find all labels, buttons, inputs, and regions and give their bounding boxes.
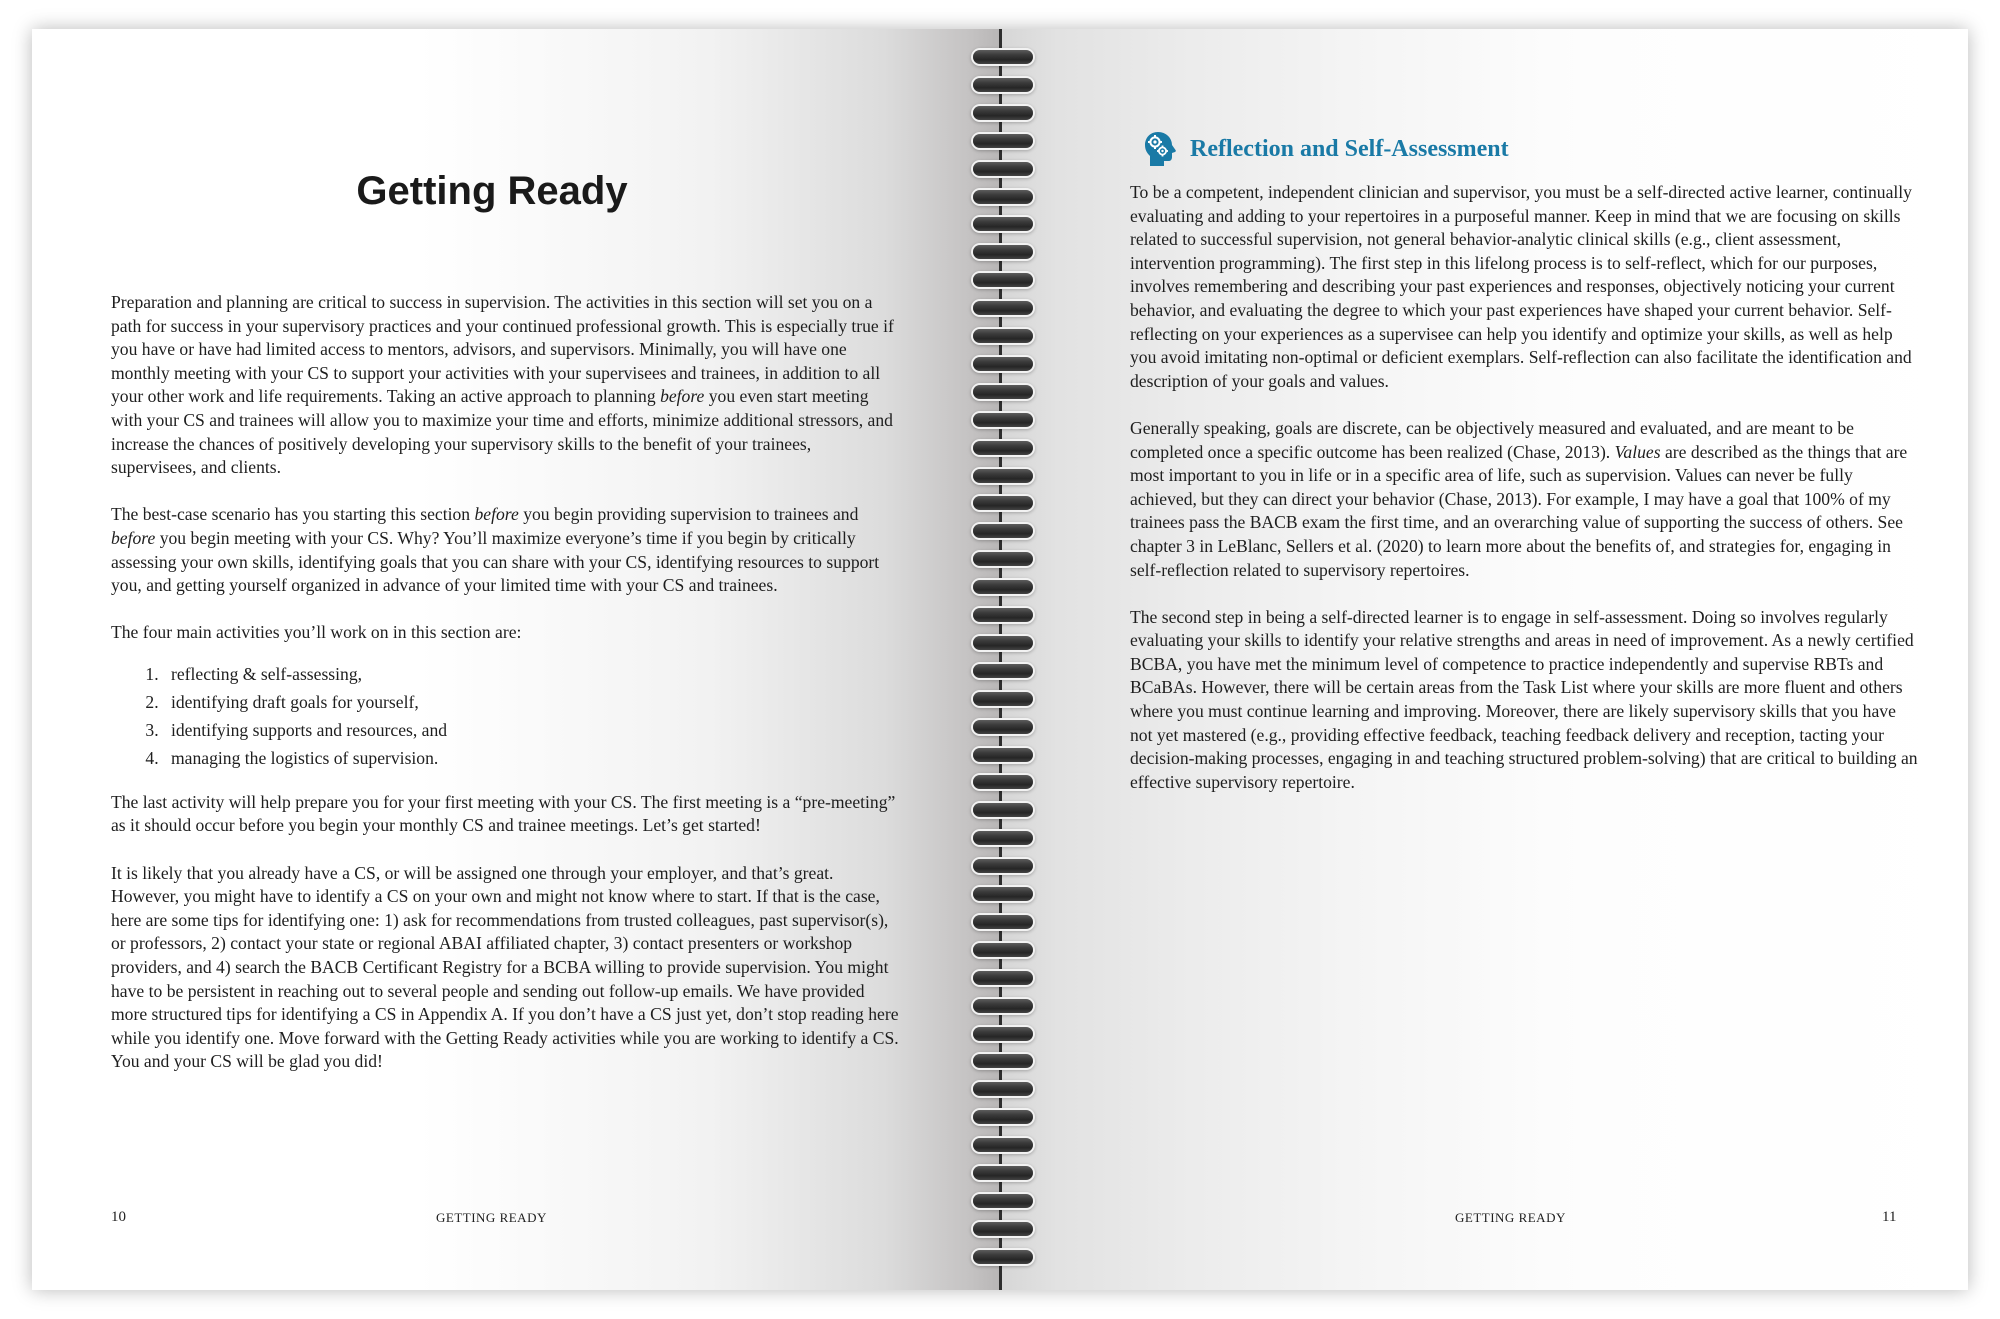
activities-list [111, 663, 901, 771]
head-gears-icon [1144, 131, 1178, 167]
binding-ring [973, 1082, 1033, 1096]
binding-ring [973, 775, 1033, 789]
paragraph: Generally speaking, goals are discrete, can be objectively measured and evaluated, and are meant to be completed once a specific outcome has been realized (Chase, 2013). Values are described as the things that are most important to you in life or in a specific area of life, such as supervision. Values can never be fully achieved, but they can direct your behavior (Chase, 2013). For example, I may have a goal that 100% of my trainees pass the BACB exam the first time, and an overarching value of supporting the success of others. See chapter 3 in LeBlanc, Sellers et al. (2020) to learn more about the benefits of, and strategies for, engaging in self-reflection related to supervisory repertoires. [1130, 417, 1908, 580]
binding-ring [973, 301, 1033, 315]
binding-ring [973, 971, 1033, 985]
binding-ring [973, 190, 1033, 204]
binding-ring [973, 720, 1033, 734]
binding-ring [973, 78, 1033, 92]
list-item: 4. managing the logistics of supervision. [163, 747, 901, 771]
binding-ring [973, 273, 1033, 287]
binding-ring [973, 217, 1033, 231]
binding-ring [973, 887, 1033, 901]
right-page-body [1130, 181, 1920, 818]
list-item: 1. reflecting & self-assessing, [163, 663, 901, 687]
binding-ring [973, 803, 1033, 817]
binding-ring [973, 1250, 1033, 1264]
binding-ring [973, 357, 1033, 371]
binding-ring [973, 608, 1033, 622]
binding-ring [973, 469, 1033, 483]
section-title: Reflection and Self-Assessment [1190, 135, 1509, 162]
binding-ring [973, 413, 1033, 427]
paragraph: The four main activities you’ll work on in this section are: [111, 622, 522, 643]
binding-ring [973, 329, 1033, 343]
binding-ring [973, 245, 1033, 259]
binding-ring [973, 106, 1033, 120]
binding-ring [973, 1194, 1033, 1208]
list-item: 2. identifying draft goals for yourself, [163, 691, 901, 715]
page-number-right: 11 [1882, 1209, 1897, 1225]
paragraph: It is likely that you already have a CS, or will be assigned one through your employer, and that’s great. However, you might have to identify a CS on your own and might not know where to start. If that is the case, here are some tips for identifying one: 1) ask for recommendations from trusted colleagues, past supervisor(s), or professors, 2) contact your state or regional ABAI affiliated chapter, 3) contact presenters or workshop providers, and 4) search the BACB Certificant Registry for a BCBA willing to provide supervision. You might have to be persistent in reaching out to several people and sending out follow-up emails. We have provided more structured tips for identifying a CS in Appendix A. If you don’t have a CS just yet, don’t stop reading here while you identify one. Move forward with the Getting Ready activities while you are working to identify a CS. You and your CS will be glad you did! [111, 862, 899, 1072]
paragraph: Preparation and planning are critical to success in supervision. The activities in this section will set you on a path for success in your supervisory practices and your continued professional growth. This is especially true if you have or have had limited access to mentors, advisors, and supervisors. Minimally, you will have one monthly meeting with your CS to support your activities with your supervisees and trainees, in addition to all your other work and life requirements. Taking an active approach to planning before you even start meeting with your CS and trainees will allow you to maximize your time and efforts, minimize additional stressors, and increase the chances of positively developing your supervisory skills to the benefit of your trainees, supervisees, and clients. [111, 292, 894, 478]
paragraph: The second step in being a self-directed learner is to engage in self-assessment. Doing so involves regularly evaluating your skills to identify your relative strengths and areas in need of improvement. As a newly certified BCBA, you have met the minimum level of competence to practice independently and supervise RBTs and BCaBAs. However, there will be certain areas from the Task List where your skills are more fluent and others where you must continue learning and improving. Moreover, there are likely supervisory skills that you have not yet mastered (e.g., providing effective feedback, teaching feedback delivery and reception, tacting your decision-making processes, engaging in and teaching structured problem-solving) that are critical to building an effective supervisory repertoire. [1130, 606, 1918, 792]
book-spread [32, 29, 1968, 1290]
binding-ring [973, 50, 1033, 64]
emphasis: Values [1614, 441, 1661, 462]
binding-ring [973, 692, 1033, 706]
binding-ring [973, 134, 1033, 148]
binding-ring [973, 831, 1033, 845]
binding-ring [973, 1166, 1033, 1180]
binding-ring [973, 385, 1033, 399]
emphasis: before [474, 504, 519, 525]
binding-ring [973, 1054, 1033, 1068]
binding-ring [973, 1027, 1033, 1041]
binding-ring [973, 1110, 1033, 1124]
binding-ring [973, 999, 1033, 1013]
emphasis: before [111, 527, 156, 548]
left-page [32, 29, 1000, 1290]
spiral-binding-icon [973, 29, 1033, 1290]
section-heading [1144, 131, 1509, 167]
binding-ring [973, 496, 1033, 510]
binding-ring [973, 1222, 1033, 1236]
list-item: 3. identifying supports and resources, and [163, 719, 901, 743]
binding-ring [973, 748, 1033, 762]
page-number-left: 10 [111, 1209, 126, 1225]
page-title: Getting Ready [356, 169, 628, 213]
binding-ring [973, 636, 1033, 650]
emphasis: before [660, 386, 705, 407]
binding-ring [973, 162, 1033, 176]
binding-ring [973, 943, 1033, 957]
left-page-body [111, 291, 901, 1098]
binding-ring [973, 580, 1033, 594]
binding-ring [973, 441, 1033, 455]
binding-ring [973, 915, 1033, 929]
paragraph: To be a competent, independent clinician and supervisor, you must be a self-directed active learner, continually evaluating and adding to your repertoires in a purposeful manner. Keep in mind that we are focusing on skills related to successful supervision, not general behavior-analytic clinical skills (e.g., client assessment, intervention programming). The first step in this lifelong process is to self-reflect, which for our purposes, involves remembering and describing your past experiences and responses, objectively noticing your current behavior, and evaluating the degree to which your past experiences have shaped your current behavior. Self-reflecting on your experiences as a supervisee can help you identify and optimize your skills, as well as help you avoid imitating non-optimal or deficient exemplars. Self-reflection can also facilitate the identification and description of your goals and values. [1130, 182, 1912, 391]
running-head-left: GETTING READY [436, 1210, 547, 1225]
running-head-right: GETTING READY [1455, 1210, 1566, 1225]
binding-ring [973, 859, 1033, 873]
binding-ring [973, 524, 1033, 538]
paragraph: The best-case scenario has you starting this section before you begin providing supervision to trainees and before you begin meeting with your CS. Why? You’ll maximize everyone’s time if you begin by critically assessing your own skills, identifying goals that you can share with your CS, identifying resources to support you, and getting yourself organized in advance of your limited time with your CS and trainees. [111, 504, 880, 596]
paragraph: The last activity will help prepare you for your first meeting with your CS. The first meeting is a “pre-meeting” as it should occur before you begin your monthly CS and trainee meetings. Let’s get started! [111, 791, 896, 836]
binding-ring [973, 1138, 1033, 1152]
binding-ring [973, 552, 1033, 566]
binding-ring [973, 664, 1033, 678]
